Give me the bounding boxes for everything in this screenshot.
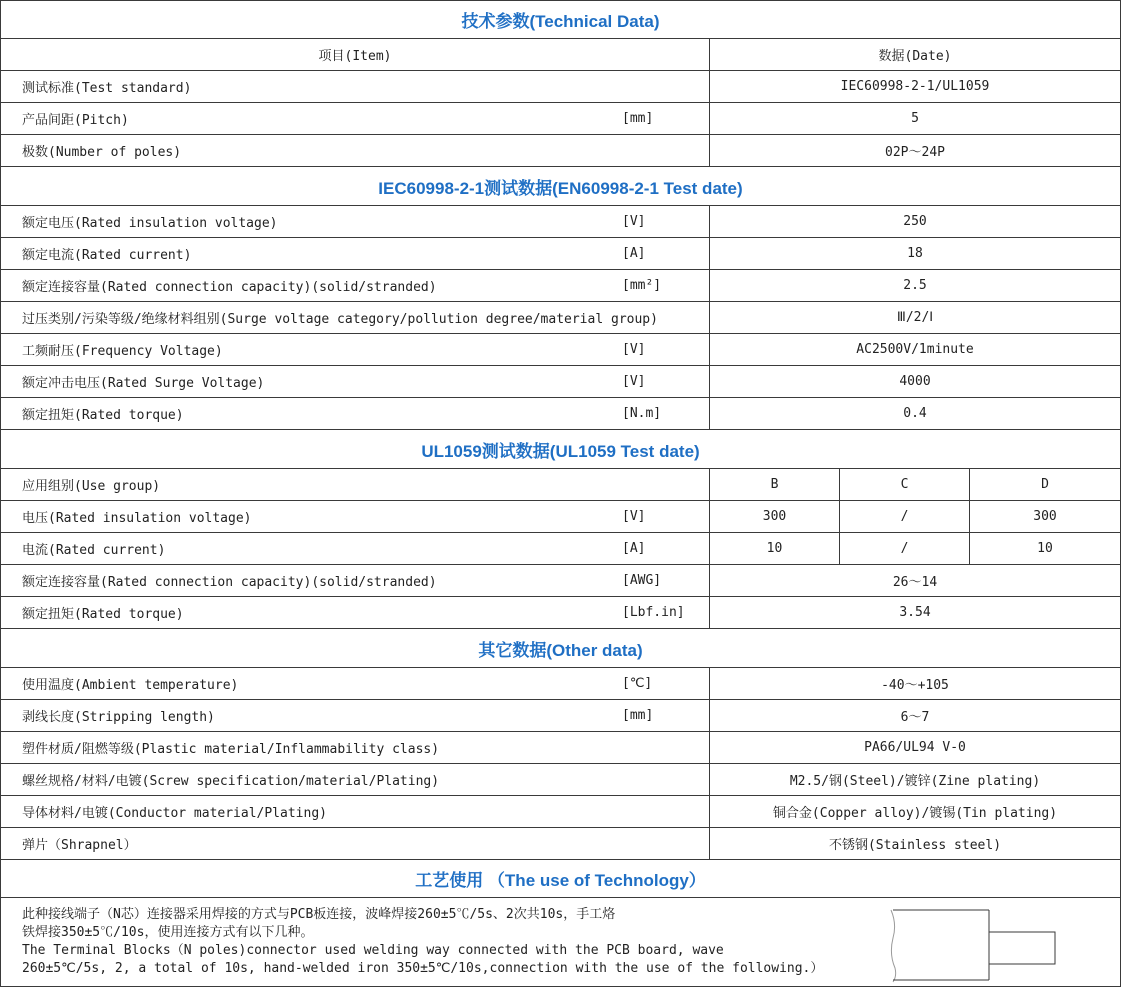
table-row — [1, 270, 1121, 302]
row-unit: [AWG] — [622, 573, 662, 588]
table-row — [1, 302, 1121, 334]
row-label: 应用组别(Use group) — [22, 479, 161, 494]
table-row — [1, 700, 1121, 732]
row-label: 电压(Rated insulation voltage) — [22, 511, 252, 526]
row-unit: [Lbf.in] — [622, 605, 685, 620]
row-value: -40～+105 — [710, 668, 1121, 700]
tech-description-cell — [1, 898, 1121, 987]
section-row — [1, 629, 1121, 668]
title-row — [1, 1, 1121, 39]
table-row — [1, 135, 1121, 167]
row-label: 弹片（Shrapnel） — [22, 838, 137, 853]
row-value: 不锈钢(Stainless steel) — [710, 828, 1121, 860]
row-value: 铜合金(Copper alloy)/镀锡(Tin plating) — [710, 796, 1121, 828]
section-row — [1, 430, 1121, 469]
table-row — [1, 469, 1121, 501]
table-row — [1, 828, 1121, 860]
row-label: 额定扭矩(Rated torque) — [22, 408, 184, 423]
tech-description — [22, 906, 842, 978]
value-b: 300 — [710, 501, 840, 533]
row-value: PA66/UL94 V-0 — [710, 732, 1121, 764]
tech-section-title: 工艺使用 （The use of Technology） — [1, 860, 1121, 898]
row-label: 额定冲击电压(Rated Surge Voltage) — [22, 376, 265, 391]
row-value: 02P～24P — [710, 135, 1121, 167]
table-row — [1, 334, 1121, 366]
table-row — [1, 238, 1121, 270]
row-label: 塑件材质/阻燃等级(Plastic material/Inflammability class) — [22, 742, 440, 757]
table-row — [1, 366, 1121, 398]
row-value: IEC60998-2-1/UL1059 — [710, 71, 1121, 103]
table-row — [1, 398, 1121, 430]
table-title: 技术参数(Technical Data) — [1, 1, 1121, 39]
connector-drawing — [881, 904, 1081, 984]
table-row — [1, 565, 1121, 597]
value-c: / — [840, 533, 970, 565]
row-unit: [V] — [622, 214, 646, 229]
table-row — [1, 796, 1121, 828]
table-row — [1, 501, 1121, 533]
row-unit: [V] — [622, 509, 646, 524]
section-row — [1, 167, 1121, 206]
row-label: 工频耐压(Frequency Voltage) — [22, 344, 223, 359]
group-c: C — [840, 469, 970, 501]
value-b: 10 — [710, 533, 840, 565]
row-unit: [V] — [622, 342, 646, 357]
row-unit: [N.m] — [622, 406, 662, 421]
table-row — [1, 206, 1121, 238]
row-value: AC2500V/1minute — [710, 334, 1121, 366]
row-label: 极数(Number of poles) — [22, 145, 182, 160]
table-row — [1, 732, 1121, 764]
row-unit: [A] — [622, 541, 646, 556]
row-unit: [V] — [622, 374, 646, 389]
value-c: / — [840, 501, 970, 533]
tech-text-line: The Terminal Blocks（N poles)connector used welding way connected with the PCB board, wave — [22, 943, 724, 958]
row-label: 使用温度(Ambient temperature) — [22, 678, 239, 693]
row-unit: [℃] — [622, 676, 653, 691]
row-value: Ⅲ/2/Ⅰ — [710, 302, 1121, 334]
row-value: 6～7 — [710, 700, 1121, 732]
row-label: 电流(Rated current) — [22, 543, 166, 558]
tech-text-line: 铁焊接350±5℃/10s，使用连接方式有以下几种。 — [22, 925, 314, 940]
ul-section-title: UL1059测试数据(UL1059 Test date) — [1, 430, 1121, 469]
section-row — [1, 860, 1121, 898]
table-row — [1, 597, 1121, 629]
table-row — [1, 668, 1121, 700]
row-label: 额定连接容量(Rated connection capacity)(solid/stranded) — [22, 280, 437, 295]
iec-section-title: IEC60998-2-1测试数据(EN60998-2-1 Test date) — [1, 167, 1121, 206]
row-unit: [mm] — [622, 111, 654, 126]
table-row — [1, 103, 1121, 135]
table-row — [1, 533, 1121, 565]
row-label: 额定扭矩(Rated torque) — [22, 607, 184, 622]
tech-description-row — [1, 898, 1121, 987]
row-label: 剥线长度(Stripping length) — [22, 710, 215, 725]
other-section-title: 其它数据(Other data) — [1, 629, 1121, 668]
row-value: 3.54 — [710, 597, 1121, 629]
group-b: B — [710, 469, 840, 501]
group-d: D — [970, 469, 1121, 501]
table-row — [1, 764, 1121, 796]
row-label: 导体材料/电镀(Conductor material/Plating) — [22, 806, 327, 821]
row-unit: [A] — [622, 246, 646, 261]
tech-text-line: 此种接线端子（N芯）连接器采用焊接的方式与PCB板连接，波峰焊接260±5℃/5s、2次共10s，手工烙 — [22, 907, 616, 922]
header-value: 数据(Date) — [710, 39, 1121, 71]
row-value: 4000 — [710, 366, 1121, 398]
row-label: 螺丝规格/材料/电镀(Screw specification/material/Plating) — [22, 774, 440, 789]
value-d: 300 — [970, 501, 1121, 533]
row-value: 18 — [710, 238, 1121, 270]
row-value: 26～14 — [710, 565, 1121, 597]
row-unit: [mm] — [622, 708, 654, 723]
row-value: 250 — [710, 206, 1121, 238]
row-value: 2.5 — [710, 270, 1121, 302]
row-label: 额定连接容量(Rated connection capacity)(solid/stranded) — [22, 575, 437, 590]
row-label: 额定电流(Rated current) — [22, 248, 192, 263]
row-unit: [mm²] — [622, 278, 662, 293]
row-label: 过压类别/污染等级/绝缘材料组别(Surge voltage category/pollution degree/material group) — [22, 312, 658, 327]
row-value: 5 — [710, 103, 1121, 135]
header-row — [1, 39, 1121, 71]
value-d: 10 — [970, 533, 1121, 565]
row-label: 额定电压(Rated insulation voltage) — [22, 216, 278, 231]
row-value: 0.4 — [710, 398, 1121, 430]
row-value: M2.5/钢(Steel)/镀锌(Zine plating) — [710, 764, 1121, 796]
header-item: 项目(Item) — [1, 39, 710, 71]
row-label: 产品间距(Pitch) — [22, 113, 129, 128]
tech-text-line: 260±5℃/5s, 2, a total of 10s, hand-welded iron 350±5℃/10s,connection with the use of the following.） — [22, 961, 824, 976]
table-row — [1, 71, 1121, 103]
row-label: 测试标准(Test standard) — [22, 81, 192, 96]
